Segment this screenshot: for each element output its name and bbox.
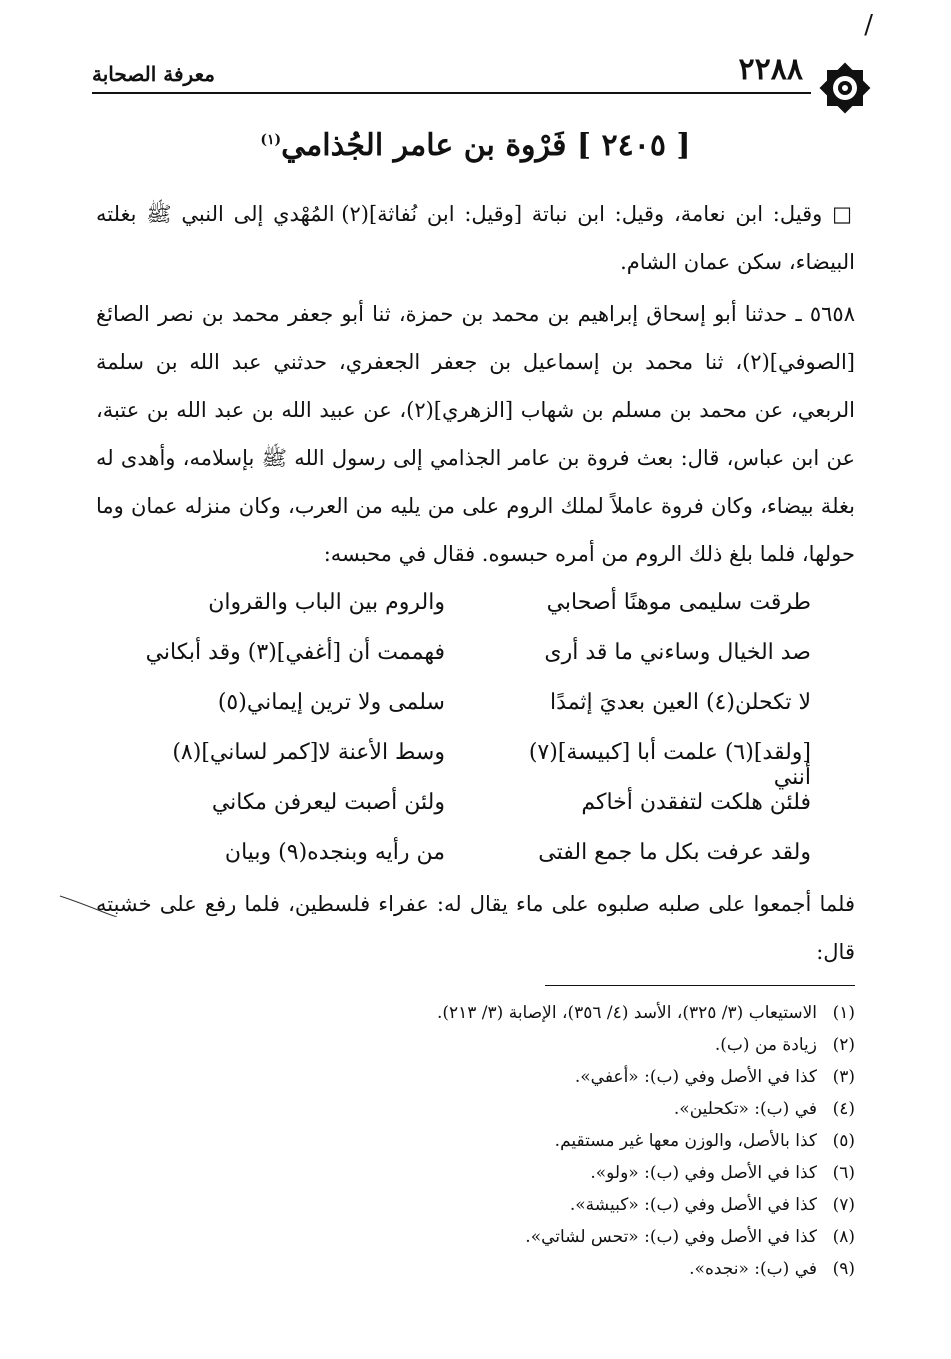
poem-verse: [96, 740, 855, 790]
footnote-item: [96, 1125, 855, 1157]
footnote-item: [96, 1029, 855, 1061]
footnotes: [96, 997, 855, 1285]
poem: [96, 590, 855, 890]
footnote-item: [96, 1253, 855, 1285]
footnote-text: كذا في الأصل وفي (ب): «ولو».: [590, 1163, 817, 1183]
footnote-number: (٤): [832, 1099, 855, 1119]
poem-verse: [96, 790, 855, 840]
entry-title-text: [ ٢٤٠٥ ] فَرْوة بن عامر الجُذامي: [281, 128, 691, 163]
verse-first-hemistich: طرقت سليمى موهنًا أصحابي: [546, 590, 811, 615]
verse-first-hemistich: [ولقد](٦) علمت أبا [كبيسة](٧) أنني: [528, 740, 811, 790]
conclusion-paragraph: فلما أجمعوا على صلبه صلبوه على ماء يقال له: عفراء فلسطين، فلما رفع على خشبته قال:: [96, 892, 855, 964]
footnote-text: كذا في الأصل وفي (ب): «أعفي».: [574, 1067, 817, 1087]
footnote-text: كذا بالأصل، والوزن معها غير مستقيم.: [554, 1131, 817, 1151]
page-mark: /: [864, 10, 873, 40]
footnote-item: [96, 1189, 855, 1221]
footnote-number: (٢): [832, 1035, 855, 1055]
verse-first-hemistich: صد الخيال وساءني ما قد أرى: [544, 640, 811, 665]
footnote-text: في (ب): «تكحلين».: [673, 1099, 817, 1119]
footnote-number: (٦): [832, 1163, 855, 1183]
page-number: ٢٢٨٨: [738, 52, 803, 87]
verse-second-hemistich: فهممت أن [أغفي](٣) وقد أبكاني: [145, 640, 445, 665]
footnote-number: (١): [832, 1003, 855, 1023]
footnote-number: (٥): [832, 1131, 855, 1151]
verse-first-hemistich: ولقد عرفت بكل ما جمع الفتى: [538, 840, 811, 865]
footnote-text: كذا في الأصل وفي (ب): «تحس لشاتي».: [525, 1227, 817, 1247]
header-rule: [92, 92, 811, 94]
entry-title-footnote-ref: (١): [260, 132, 282, 148]
footnote-item: [96, 1157, 855, 1189]
pen-mark-icon: [58, 890, 118, 920]
footnote-item: [96, 1061, 855, 1093]
verse-second-hemistich: سلمى ولا ترين إيماني(٥): [217, 690, 445, 715]
footnote-number: (٩): [832, 1259, 855, 1279]
footnote-number: (٣): [832, 1067, 855, 1087]
footnote-text: في (ب): «نجده».: [689, 1259, 817, 1279]
intro-paragraph: □ وقيل: ابن نعامة، وقيل: ابن نباتة [وقيل: ابن نُفاثة](٢) المُهْدي إلى النبي ﷺ بغلته البيضاء، سكن عمان الشام.: [96, 202, 855, 274]
verse-first-hemistich: فلئن هلكت لتفقدن أخاكم: [581, 790, 811, 815]
page-header: [92, 52, 873, 104]
poem-verse: [96, 690, 855, 740]
footnote-item: [96, 997, 855, 1029]
footnote-text: كذا في الأصل وفي (ب): «كبيشة».: [569, 1195, 817, 1215]
verse-second-hemistich: من رأيه وبنجده(٩) وبيان: [224, 840, 445, 865]
footnote-text: الاستيعاب (٣/ ٣٢٥)، الأسد (٤/ ٣٥٦)، الإصابة (٣/ ٢١٣).: [436, 1003, 817, 1023]
verse-second-hemistich: وسط الأعنة لا[كمر لساني](٨): [172, 740, 445, 765]
footnote-item: [96, 1221, 855, 1253]
verse-first-hemistich: لا تكحلن(٤) العين بعديَ إثمدًا: [550, 690, 811, 715]
poem-verse: [96, 590, 855, 640]
footnote-separator: [545, 985, 855, 986]
footnote-number: (٨): [832, 1227, 855, 1247]
hadith-paragraph: ٥٦٥٨ ـ حدثنا أبو إسحاق إبراهيم بن محمد بن حمزة، ثنا أبو جعفر محمد بن نصر الصائغ [الصوفي](٢)، ثنا محمد بن إسماعيل بن جعفر الجعفري، حدثني عبد الله بن سلمة الربعي، عن محمد بن مسلم بن شهاب [الزهري](٢)، عن عبيد الله بن عبد الله بن عتبة، عن ابن عباس، قال: بعث فروة بن عامر الجذامي إلى رسول الله ﷺ بإسلامه، وأهدى له بغلة بيضاء، وكان فروة عاملاً لملك الروم على من يليه من العرب، وكان منزله عمان وما حولها، فلما بلغ ذلك الروم من أمره حبسوه. فقال في محبسه:: [96, 302, 855, 566]
verse-second-hemistich: ولئن أصبت ليعرفن مكاني: [211, 790, 445, 815]
running-title: معرفة الصحابة: [92, 62, 215, 86]
footnote-number: (٧): [832, 1195, 855, 1215]
verse-second-hemistich: والروم بين الباب والقروان: [208, 590, 445, 615]
poem-verse: [96, 640, 855, 690]
entry-title: [0, 128, 951, 163]
footnote-text: زيادة من (ب).: [714, 1035, 817, 1055]
footnote-item: [96, 1093, 855, 1125]
ornament-icon: [817, 60, 873, 116]
